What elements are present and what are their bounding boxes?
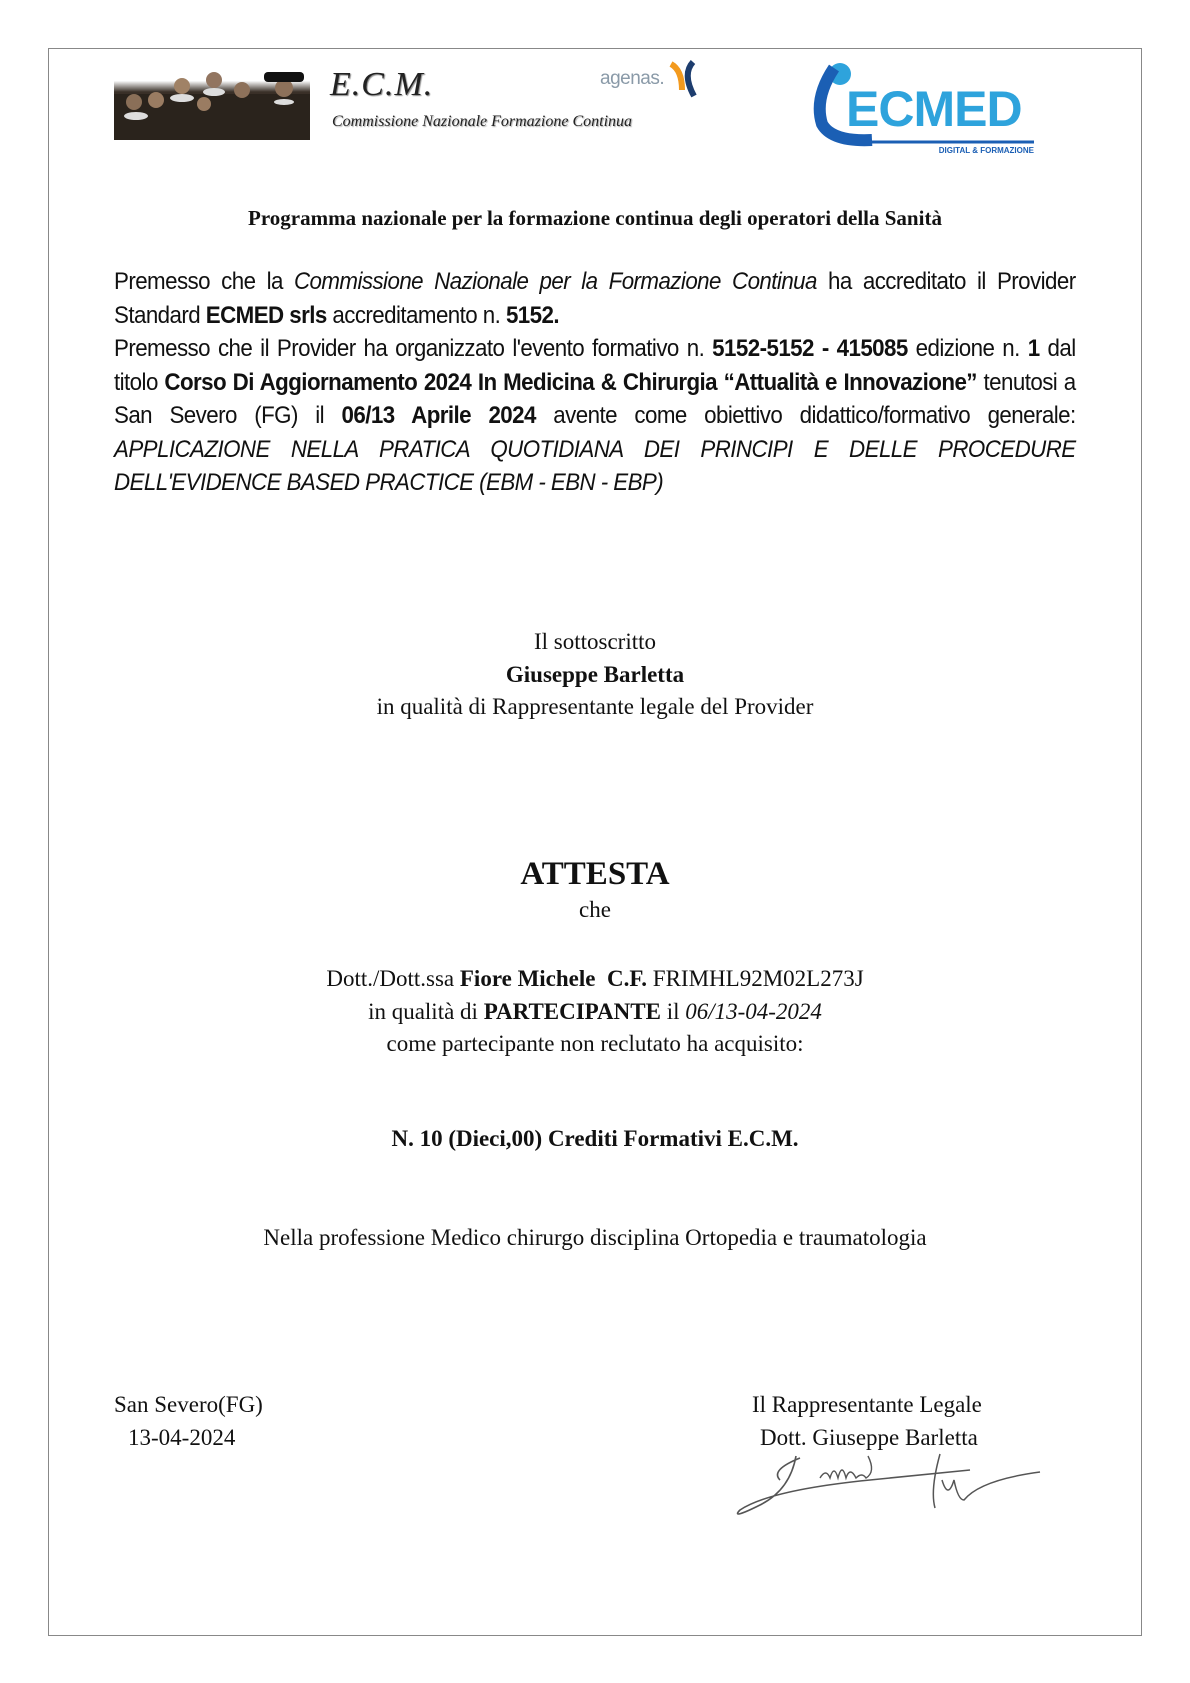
signature-image bbox=[730, 1450, 1050, 1520]
agenas-logo bbox=[600, 60, 698, 98]
che-text: che bbox=[579, 897, 611, 922]
acquired-line: come partecipante non reclutato ha acquisito: bbox=[386, 1031, 804, 1056]
agenas-mark-icon bbox=[668, 60, 698, 98]
intro-text: Premesso che il Provider ha organizzato l'evento formativo n. bbox=[114, 335, 713, 362]
fiscal-code: FRIMHL92M02L273J bbox=[647, 966, 864, 991]
intro-text: accreditamento n. bbox=[326, 301, 506, 329]
ecmed-wordmark: ECMED bbox=[846, 81, 1022, 137]
participation-date: 06/13-04-2024 bbox=[685, 998, 822, 1024]
participant-role: PARTECIPANTE bbox=[483, 998, 661, 1024]
legal-rep-name: Dott. Giuseppe Barletta bbox=[760, 1424, 978, 1450]
place: San Severo(FG) bbox=[114, 1392, 263, 1417]
ecm-painting-logo bbox=[114, 66, 310, 140]
commission-name: Commissione Nazionale per la Formazione Continua bbox=[293, 268, 817, 295]
signatory-name: Giuseppe Barletta bbox=[505, 661, 685, 687]
role-mid: il bbox=[660, 998, 686, 1024]
credits-awarded: N. 10 (Dieci,00) Crediti Formativi E.C.M. bbox=[391, 1126, 799, 1151]
intro-text: avente come obiettivo didattico/formativo generale: bbox=[535, 402, 1076, 429]
ecm-title: E.C.M. bbox=[330, 66, 434, 103]
agenas-text: agenas. bbox=[600, 68, 665, 89]
cf-label: C.F. bbox=[606, 966, 648, 991]
title-prefix: Dott./Dott.ssa bbox=[326, 966, 460, 991]
intro-text: dal titolo bbox=[114, 335, 1076, 396]
participant-block bbox=[48, 963, 1142, 1061]
role-line bbox=[48, 996, 1142, 1029]
ecmed-tagline: DIGITAL & FORMAZIONE bbox=[938, 146, 1034, 155]
program-heading: Programma nazionale per la formazione continua degli operatori della Sanità bbox=[248, 206, 942, 230]
legal-rep-block bbox=[752, 1389, 982, 1454]
participant-line bbox=[48, 963, 1142, 996]
ecmed-logo bbox=[812, 58, 1038, 158]
intro-text: edizione n. bbox=[907, 335, 1028, 362]
signatory-intro: Il sottoscritto bbox=[533, 629, 657, 654]
signatory-block bbox=[48, 626, 1142, 724]
profession-discipline: Nella professione Medico chirurgo disciplina Ortopedia e traumatologia bbox=[263, 1225, 927, 1250]
edition-number: 1 bbox=[1027, 335, 1040, 362]
intro-text: Premesso che la bbox=[114, 268, 294, 295]
event-dates: 06/13 Aprile 2024 bbox=[341, 402, 536, 429]
event-number: 5152-5152 - 415085 bbox=[712, 335, 908, 362]
intro-text: ha accreditato il Provider Standard bbox=[114, 268, 1076, 329]
signatory-role: in qualità di Rappresentante legale del Provider bbox=[376, 694, 814, 719]
intro-paragraph bbox=[114, 265, 1076, 500]
accreditation-number: 5152. bbox=[505, 301, 560, 329]
legal-rep-title: Il Rappresentante Legale bbox=[752, 1392, 982, 1417]
intro-text: tenutosi a San Severo (FG) il bbox=[114, 368, 1076, 429]
provider-name: ECMED srls bbox=[205, 301, 327, 329]
place-date-block bbox=[114, 1389, 263, 1454]
attesta-heading: ATTESTA bbox=[520, 856, 670, 892]
issue-date: 13-04-2024 bbox=[128, 1424, 236, 1450]
educational-objective: APPLICAZIONE NELLA PRATICA QUOTIDIANA DEI PRINCIPI E DELLE PROCEDURE DELL'EVIDENCE BASED PRACTICE (EBM - EBN - EBP) bbox=[114, 435, 1076, 496]
ecm-subtitle: Commissione Nazionale Formazione Continua bbox=[332, 113, 633, 130]
participant-name: Fiore Michele bbox=[459, 966, 596, 991]
course-title: Corso Di Aggiornamento 2024 In Medicina & Chirurgia “Attualità e Innovazione” bbox=[164, 368, 977, 396]
role-prefix: in qualità di bbox=[368, 998, 484, 1024]
